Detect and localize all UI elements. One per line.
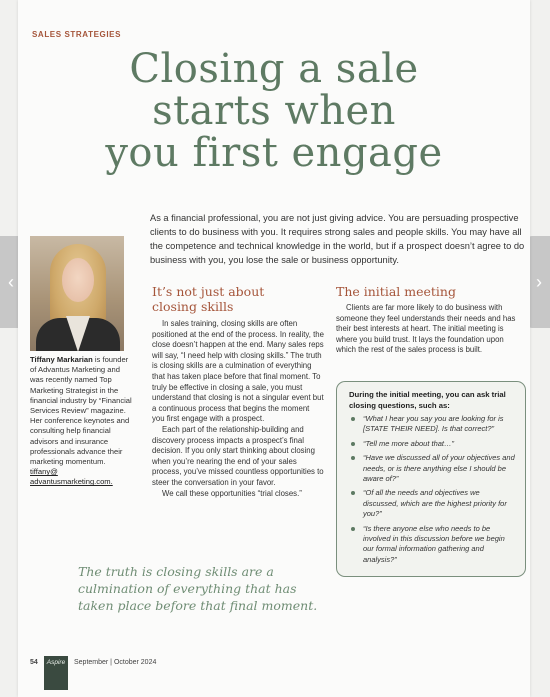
author-email-link-part1[interactable]: tiffany@ <box>30 467 58 477</box>
list-item <box>345 439 517 449</box>
author-email-link-part2[interactable]: advantusmarketing.com. <box>30 477 113 487</box>
trial-question: “Of all the needs and objectives we discussed, which are the highest priority for you?” <box>363 488 507 519</box>
pull-quote: The truth is closing skills are a culmination of everything that has taken place before that final moment. <box>78 564 318 613</box>
headline-line-2: starts when <box>152 88 396 134</box>
issue-date: September | October 2024 <box>74 659 157 666</box>
next-page-button[interactable] <box>528 236 550 328</box>
section-tag: SALES STRATEGIES <box>32 30 122 39</box>
author-photo <box>30 236 124 351</box>
chevron-left-icon: ‹ <box>8 272 14 292</box>
chevron-right-icon: › <box>536 272 542 292</box>
column1-paragraph: In sales training, closing skills are often positioned at the end of the process. In reality, the close doesn’t happen at the end. Many sales reps will say, “I need help with closing skills.” The truth is closing skills are a culmination of everything that has taken place before that final moment. To truly be effective in closing a sale, you must understand that closing is not a singular event but a continuous process that begins the moment you first engage with a prospect. <box>152 319 324 424</box>
magazine-page <box>18 0 530 697</box>
list-item <box>345 488 517 519</box>
bullet-icon <box>351 417 355 421</box>
author-bio-text: is founder of Advantus Marketing and was recently named Top Marketing Strategist in the financial industry by “Financial Services Review” magazine. Her conference keynotes and consulting help financial advisors and insurance professionals advance their marketing momentum. <box>30 355 132 467</box>
bullet-icon <box>351 442 355 446</box>
column1-body <box>152 319 324 499</box>
column1-heading-line2: closing skills <box>152 299 234 314</box>
trial-closing-questions-box <box>336 381 526 577</box>
bullet-icon <box>351 456 355 460</box>
column2-heading: The initial meeting <box>336 284 456 299</box>
list-item <box>345 453 517 484</box>
trial-box-intro: During the initial meeting, you can ask trial closing questions, such as: <box>349 390 506 410</box>
column1-heading-line1: It’s not just about <box>152 284 265 299</box>
trial-question: “Is there anyone else who needs to be involved in this discussion before we begin our formal information gathering and analysis?” <box>363 523 505 564</box>
headline-line-3: you first engage <box>105 130 443 176</box>
author-bio <box>30 355 134 488</box>
intro-paragraph: As a financial professional, you are not just giving advice. You are persuading prospective clients to do business with you. It requires strong sales and people skills. You may have all the competence and technical knowledge in the world, but if a prospect doesn’t agree to do business with you, you lose the sale or business opportunity. <box>150 213 525 265</box>
column1-paragraph: We call these opportunities “trial closes.” <box>162 488 302 498</box>
headline-line-1: Closing a sale <box>129 46 419 92</box>
trial-question: “Have we discussed all of your objectives and needs, or is there anything else I should be aware of?” <box>363 453 515 484</box>
page-number: 54 <box>30 659 38 666</box>
headline <box>18 48 530 174</box>
trial-question: “What I hear you say you are looking for is [STATE THEIR NEED]. Is that correct?” <box>363 414 504 434</box>
column1-paragraph: Each part of the relationship-building and discovery process impacts a prospect’s final decision. If you only start thinking about closing when you’re nearing the end of your sales process, you’ve missed countless opportunities to steer the conversation in your favor. <box>152 424 324 487</box>
bullet-icon <box>351 527 355 531</box>
trial-question: “Tell me more about that…” <box>363 438 455 448</box>
bullet-icon <box>351 491 355 495</box>
list-item <box>345 414 517 435</box>
trial-questions-list <box>345 414 517 569</box>
list-item <box>345 524 517 566</box>
magazine-logo: Aspire <box>44 656 68 690</box>
column2-body <box>336 303 524 356</box>
column1-heading <box>152 284 312 314</box>
author-name: Tiffany Markarian <box>30 355 93 364</box>
column2-paragraph: Clients are far more likely to do business with someone they feel understands their needs and has their best interests at heart. The initial meeting is where you build trust. It lays the foundation upon which the rest of the sales process is built. <box>336 303 516 355</box>
